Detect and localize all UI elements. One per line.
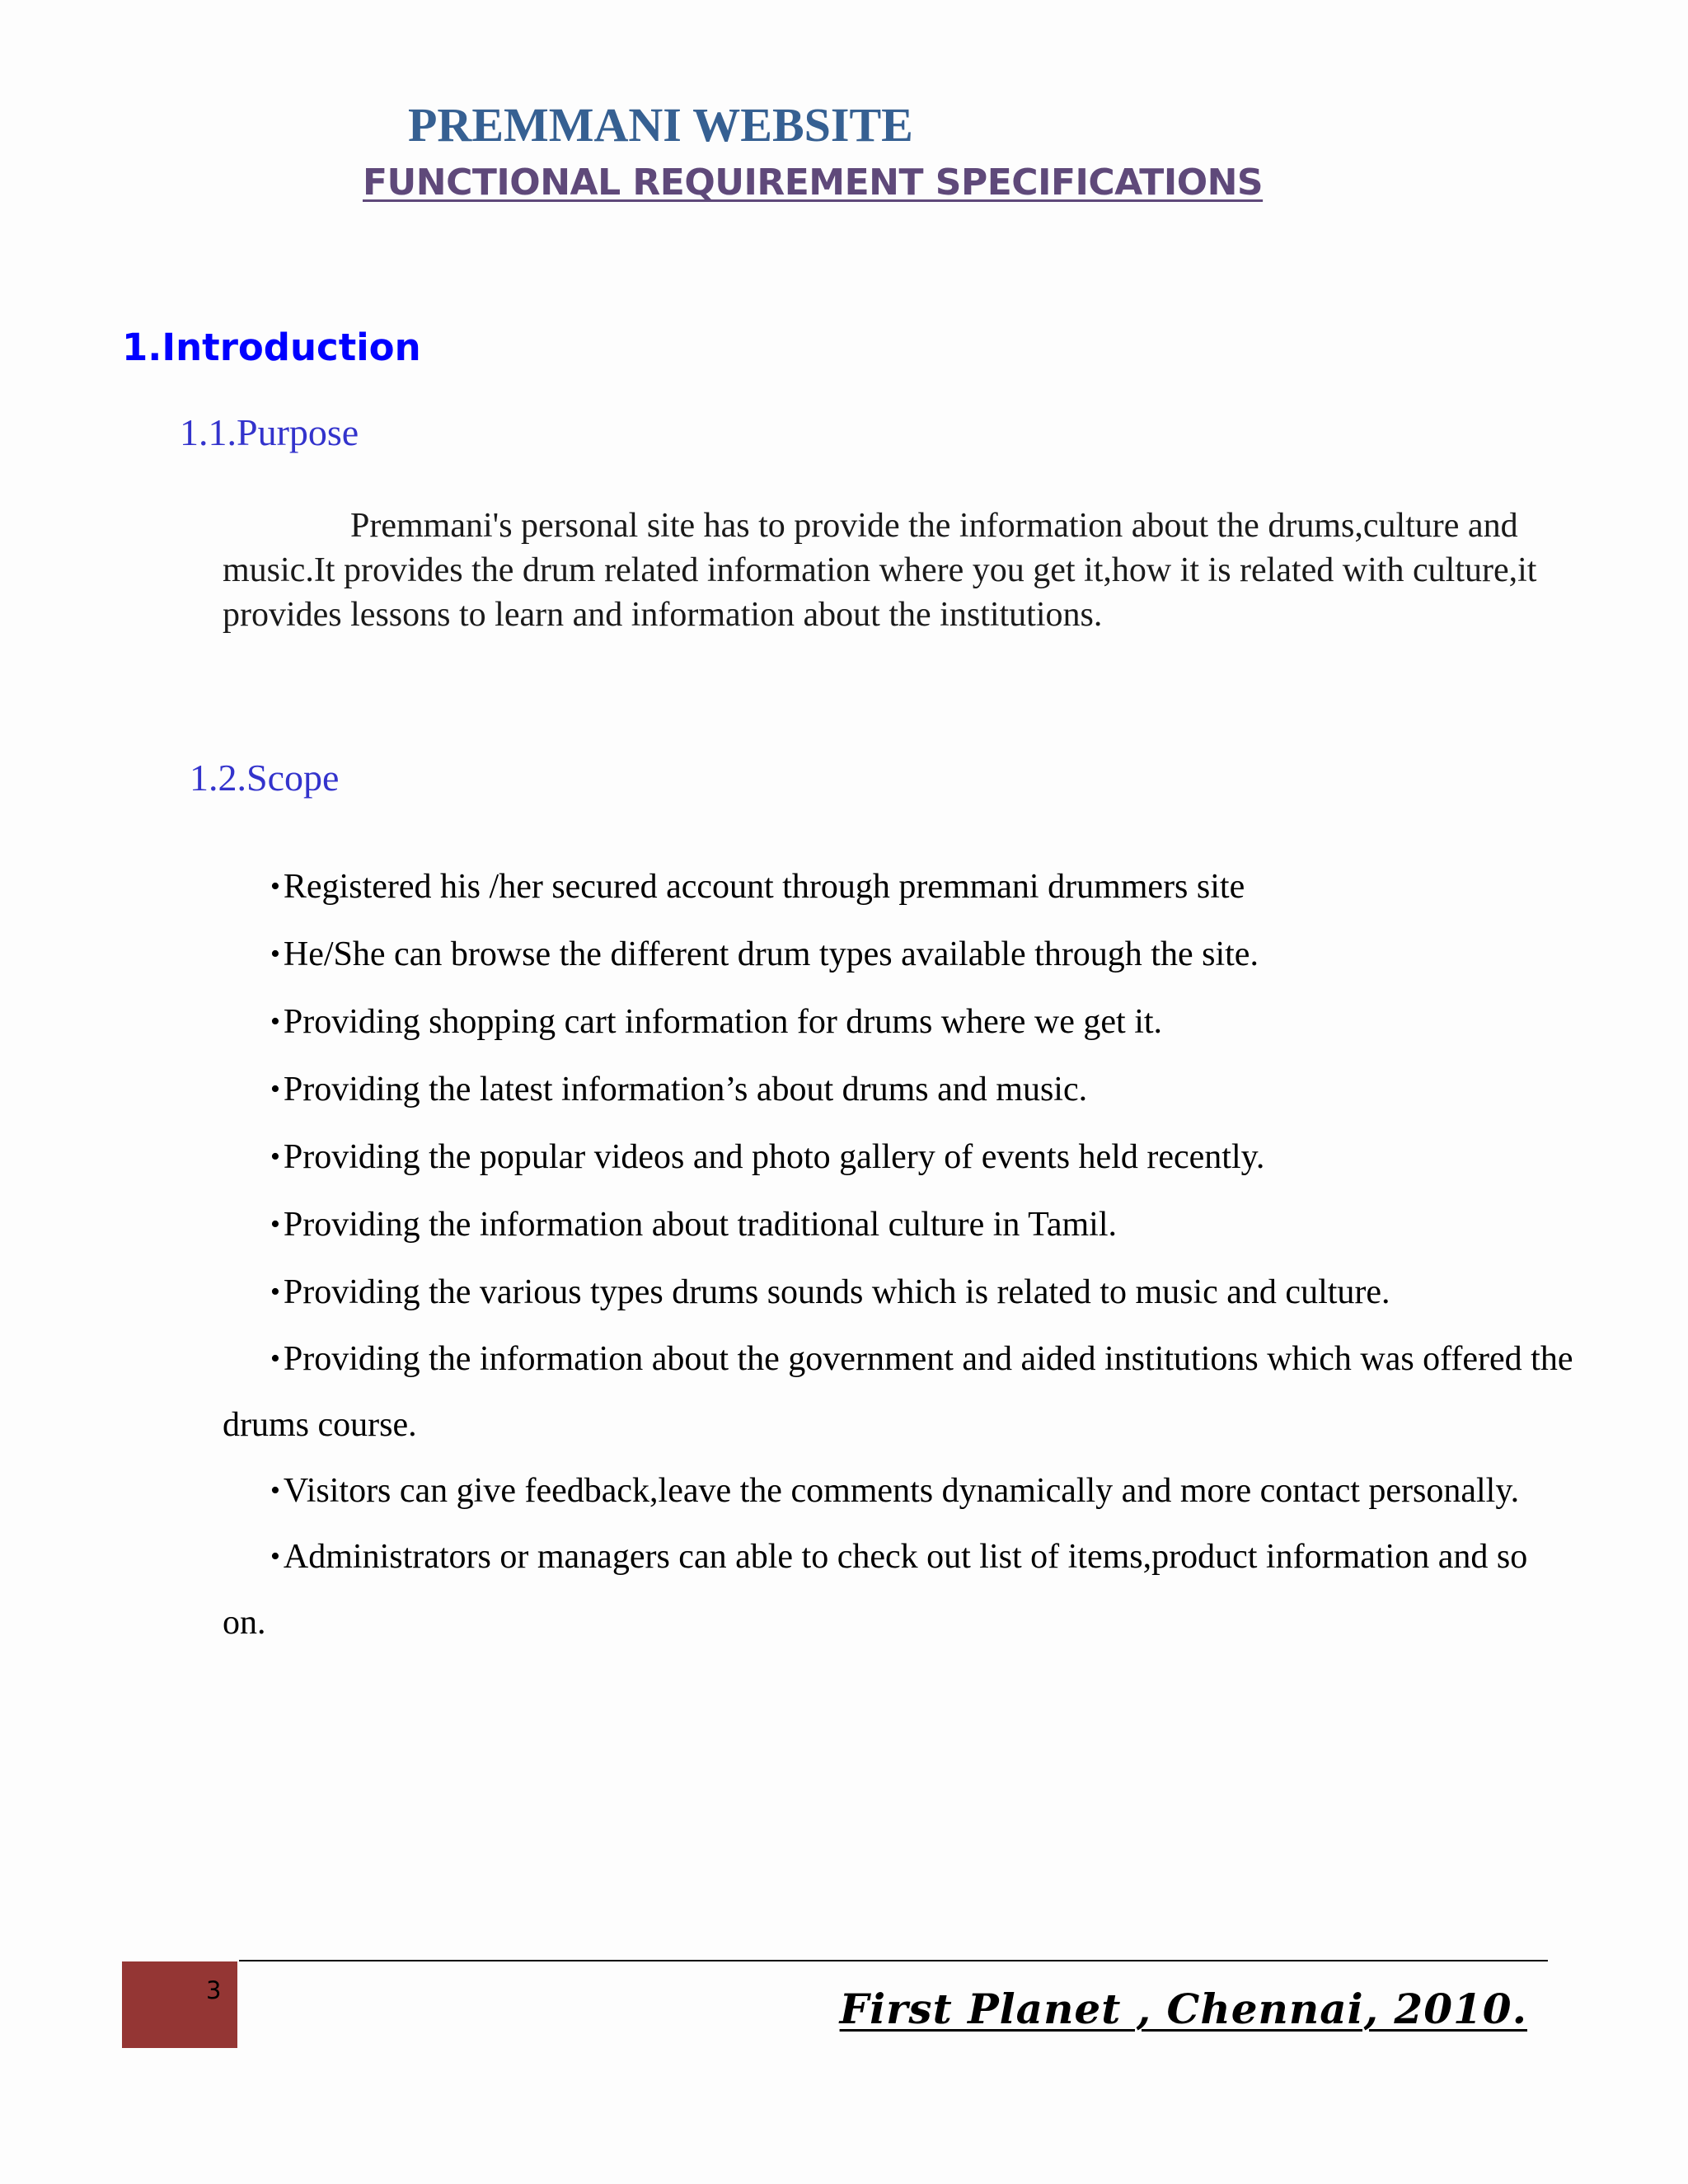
list-item [223,1458,1574,1524]
document-title: PREMMANI WEBSITE [408,98,913,152]
list-item-text: Administrators or managers can able to check out list of items,product information and so on. [223,1538,1528,1642]
list-item [223,1524,1574,1656]
list-item-text: Providing the popular videos and photo gallery of events held recently. [283,1138,1265,1176]
list-item [223,1123,1574,1191]
list-item [223,853,1574,921]
list-item [223,1258,1574,1326]
bullet-icon: • [270,939,280,969]
list-item [223,1056,1574,1123]
bullet-icon: • [270,1475,280,1506]
bullet-icon: • [270,1141,280,1172]
subsection-heading-purpose: 1.1.Purpose [180,411,359,453]
list-item-text: Providing the various types drums sounds which is related to music and culture. [283,1273,1390,1311]
list-item-text: He/She can browse the different drum types available through the site. [283,935,1259,973]
list-item [223,1326,1574,1458]
list-item [223,988,1574,1056]
list-item [223,921,1574,988]
list-item [223,1191,1574,1258]
footer-divider [239,1960,1548,1961]
list-item-text: Providing the information about the government and aided institutions which was offered the drums course. [223,1340,1573,1444]
subsection-heading-scope: 1.2.Scope [190,757,340,799]
document-subtitle: FUNCTIONAL REQUIREMENT SPECIFICATIONS [363,162,1264,204]
bullet-icon: • [270,871,280,902]
list-item-text: Visitors can give feedback,leave the comments dynamically and more contact personally. [283,1472,1520,1510]
list-item-text: Registered his /her secured account through premmani drummers site [283,868,1245,906]
list-item-text: Providing shopping cart information for drums where we get it. [283,1003,1163,1041]
scope-list [223,853,1574,1656]
page-number: 3 [206,1976,222,2004]
page-number-box [122,1961,237,2048]
bullet-icon: • [270,1209,280,1240]
purpose-text: Premmani's personal site has to provide the information about the drums,culture and music.It provides the drum related information where you get it,how it is related with culture,it provides lessons to learn and information about the institutions. [223,507,1537,634]
footer-text: First Planet , Chennai, 2010. [839,1985,1527,2033]
bullet-icon: • [270,1006,280,1037]
bullet-icon: • [270,1541,280,1572]
list-item-text: Providing the latest information’s about drums and music. [283,1071,1088,1108]
purpose-paragraph [223,504,1541,637]
list-item-text: Providing the information about traditional culture in Tamil. [283,1206,1118,1244]
section-heading-introduction: 1.Introduction [122,326,421,369]
bullet-icon: • [270,1074,280,1104]
bullet-icon: • [270,1343,280,1374]
bullet-icon: • [270,1277,280,1307]
